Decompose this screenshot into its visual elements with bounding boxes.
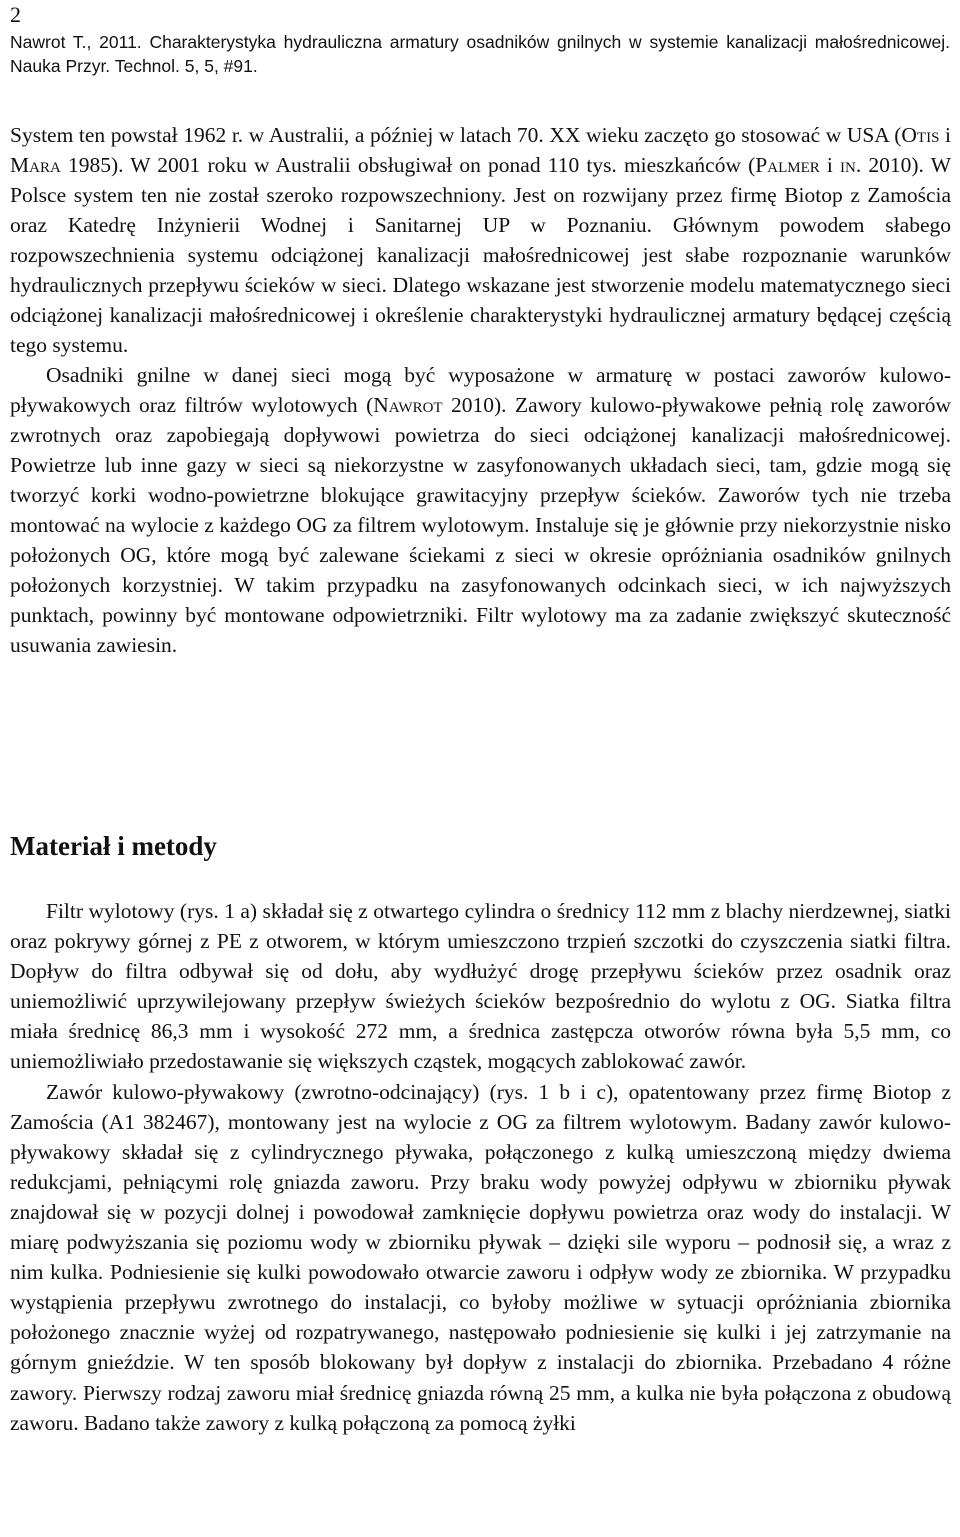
methods-paragraph-1: Filtr wylotowy (rys. 1 a) składał się z otwartego cylindra o średnicy 112 mm z blachy nierdzewnej, siatki oraz pokrywy górnej z PE z otworem, w którym umieszczono trzpień szczotki do czyszczenia siatki filtra. Dopływ do filtra odbywał się od dołu, aby wydłużyć drogę przepływu ścieków przez osadnik oraz uniemożliwić uprzywilejowany przepływ świeżych ścieków bezpośrednio do wylotu z OG. Siatka filtra miała średnicę 86,3 mm i wysokość 272 mm, a średnica zastępcza otworów równa była 5,5 mm, co uniemożliwiało przedostawanie się większych cząstek, mogących zablokować zawór. [10,899,951,1074]
text-run: Osadniki gnilne w danej sieci mogą być wyposażone w armaturę w postaci zaworów kulowo-pływakowych oraz filtrów wylotowych ( [10,363,951,417]
methods-text [10,896,951,1438]
section-heading: Materiał i metody [10,831,217,861]
intro-paragraph-2 [10,360,951,660]
text-run: i [819,153,841,177]
text-run: System ten powstał 1962 r. w Australii, a później w latach 70. XX wieku zaczęto go stosować w USA ( [10,123,902,147]
intro-text [10,120,951,660]
author-otis: Otis [901,123,940,147]
author-palmer: Palmer [755,153,820,177]
author-mara: Mara [10,153,61,177]
intro-paragraph-1 [10,120,951,360]
methods-paragraph-2: Zawór kulowo-pływakowy (zwrotno-odcinający) (rys. 1 b i c), opatentowany przez firmę Biotop z Zamościa (A1 382467), montowany jest na wylocie z OG za filtrem wylotowym. Badany zawór kulowo-pływakowy składał się z cylindrycznego pływaka, połączonego z kulką umieszczoną między dwiema redukcjami, pełniącymi rolę gniazda zaworu. Przy braku wody powyżej odpływu w zbiorniku pływak znajdował się w pozycji dolnej i powodował zamknięcie dopływu powietrza oraz wody do instalacji. W miarę podwyższania się poziomu wody w zbiorniku pływak – dzięki sile wyporu – podnosił się, a wraz z nim kulka. Podniesienie się kulki powodowało otwarcie zaworu i odpływ wody ze zbiornika. W przypadku wystąpienia przepływu zwrotnego do instalacji, co byłoby możliwe w sytuacji opróżniania zbiornika położonego znacznie wyżej od rozpatrywanego, następowało podniesienie się kulki i jej zatrzymanie na górnym gnieździe. W ten sposób blokowany był dopływ z instalacji do zbiornika. Przebadano 4 różne zawory. Pierwszy rodzaj zaworu miał średnicę gniazda równą 25 mm, a kulka nie była połączona z obudową zaworu. Badano także zawory z kulką połączoną za pomocą żyłki [10,1079,951,1435]
text-run: 1985). W 2001 roku w Australii obsługiwał on ponad 110 tys. mieszkańców ( [60,153,756,177]
running-header-citation: Nawrot T., 2011. Charakterystyka hydrauliczna armatury osadników gnilnych w systemie kanalizacji małośrednicowej. Nauka Przyr. Technol. 5, 5, #91. [10,32,950,76]
author-nawrot: Nawrot [373,393,443,417]
page-number: 2 [10,2,21,27]
text-run: i [939,123,951,147]
abbr-in: in [840,153,856,177]
text-run: . 2010). W Polsce system ten nie został szeroko rozpowszechniony. Jest on rozwijany przez firmę Biotop z Zamościa oraz Katedrę Inżynierii Wodnej i Sanitarnej UP w Poznaniu. Głównym powodem słabego rozpowszechnienia systemu odciążonej kanalizacji małośrednicowej jest słabe rozpoznanie warunków hydraulicznych przepływu ścieków w sieci. Dlatego wskazane jest stworzenie modelu matematycznego sieci odciążonej kanalizacji małośrednicowej i określenie charakterystyki hydraulicznej armatury będącej częścią tego systemu. [10,153,951,357]
text-run: 2010). Zawory kulowo-pływakowe pełnią rolę zaworów zwrotnych oraz zapobiegają dopływowi powietrza do sieci odciążonej kanalizacji małośrednicowej. Powietrze lub inne gazy w sieci są niekorzystne w zasyfonowanych układach sieci, tam, gdzie mogą się tworzyć korki wodno-powietrzne blokujące grawitacyjny przepływ ścieków. Zaworów tych nie trzeba montować na wylocie z każdego OG za filtrem wylotowym. Instaluje się je głównie przy niekorzystnie nisko położonych OG, które mogą być zalewane ściekami z sieci w okresie opróżniania osadników gnilnych położonych korzystniej. W takim przypadku na zasyfonowanych odcinkach sieci, w ich najwyższych punktach, powinny być montowane odpowietrzniki. Filtr wylotowy ma za zadanie zwiększyć skuteczność usuwania zawiesin. [10,393,951,657]
